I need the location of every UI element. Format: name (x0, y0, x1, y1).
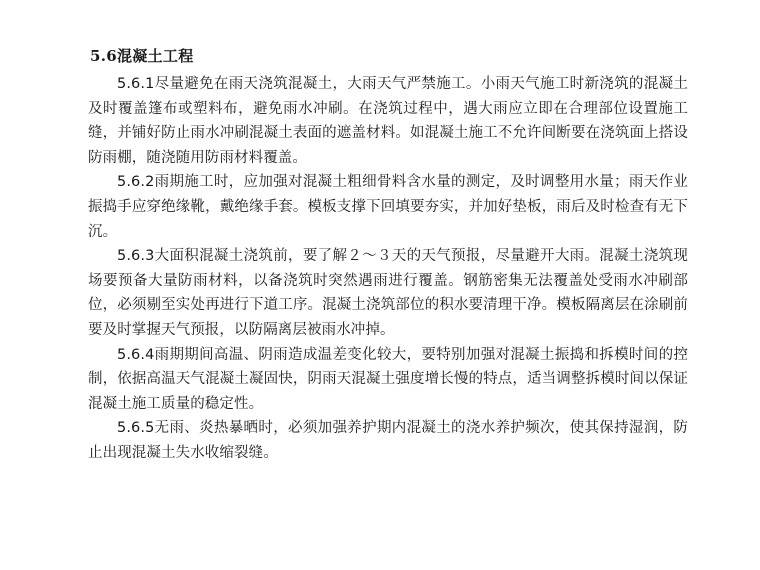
document-page (88, 46, 688, 466)
paragraph-5-6-4: 5.6.4雨期期间高温、阴雨造成温差变化较大，要特别加强对混凝土振捣和拆模时间的控制，依据高温天气混凝土凝固快，阴雨天混凝土强度增长慢的特点，适当调整拆模时间以保证混凝土施工质量的稳定性。 (88, 346, 688, 412)
section-title: 5.6混凝土工程 (90, 47, 194, 65)
paragraph-5-6-3: 5.6.3大面积混凝土浇筑前，要了解２～３天的天气预报，尽量避开大雨。混凝土浇筑现场要预备大量防雨材料，以备浇筑时突然遇雨进行覆盖。钢筋密集无法覆盖处受雨水冲刷部位，必须剔至实处再进行下道工序。混凝土浇筑部位的积水要清理干净。模板隔离层在涂刷前要及时掌握天气预报，以防隔离层被雨水冲掉。 (88, 248, 688, 338)
paragraph-5-6-5: 5.6.5无雨、炎热暴晒时，必须加强养护期内混凝土的浇水养护频次，使其保持湿润，防止出现混凝土失水收缩裂缝。 (88, 420, 688, 461)
paragraph-5-6-1: 5.6.1尽量避免在雨天浇筑混凝土，大雨天气严禁施工。小雨天气施工时新浇筑的混凝土及时覆盖篷布或塑料布，避免雨水冲刷。在浇筑过程中，遇大雨应立即在合理部位设置施工缝，并铺好防止雨水冲刷混凝土表面的遮盖材料。如混凝土施工不允许间断要在浇筑面上搭设防雨棚，随浇随用防雨材料覆盖。 (88, 76, 688, 166)
paragraph-5-6-2: 5.6.2雨期施工时，应加强对混凝土粗细骨料含水量的测定，及时调整用水量；雨天作业振捣手应穿绝缘靴，戴绝缘手套。模板支撑下回填要夯实，并加好垫板，雨后及时检查有无下沉。 (88, 174, 688, 240)
